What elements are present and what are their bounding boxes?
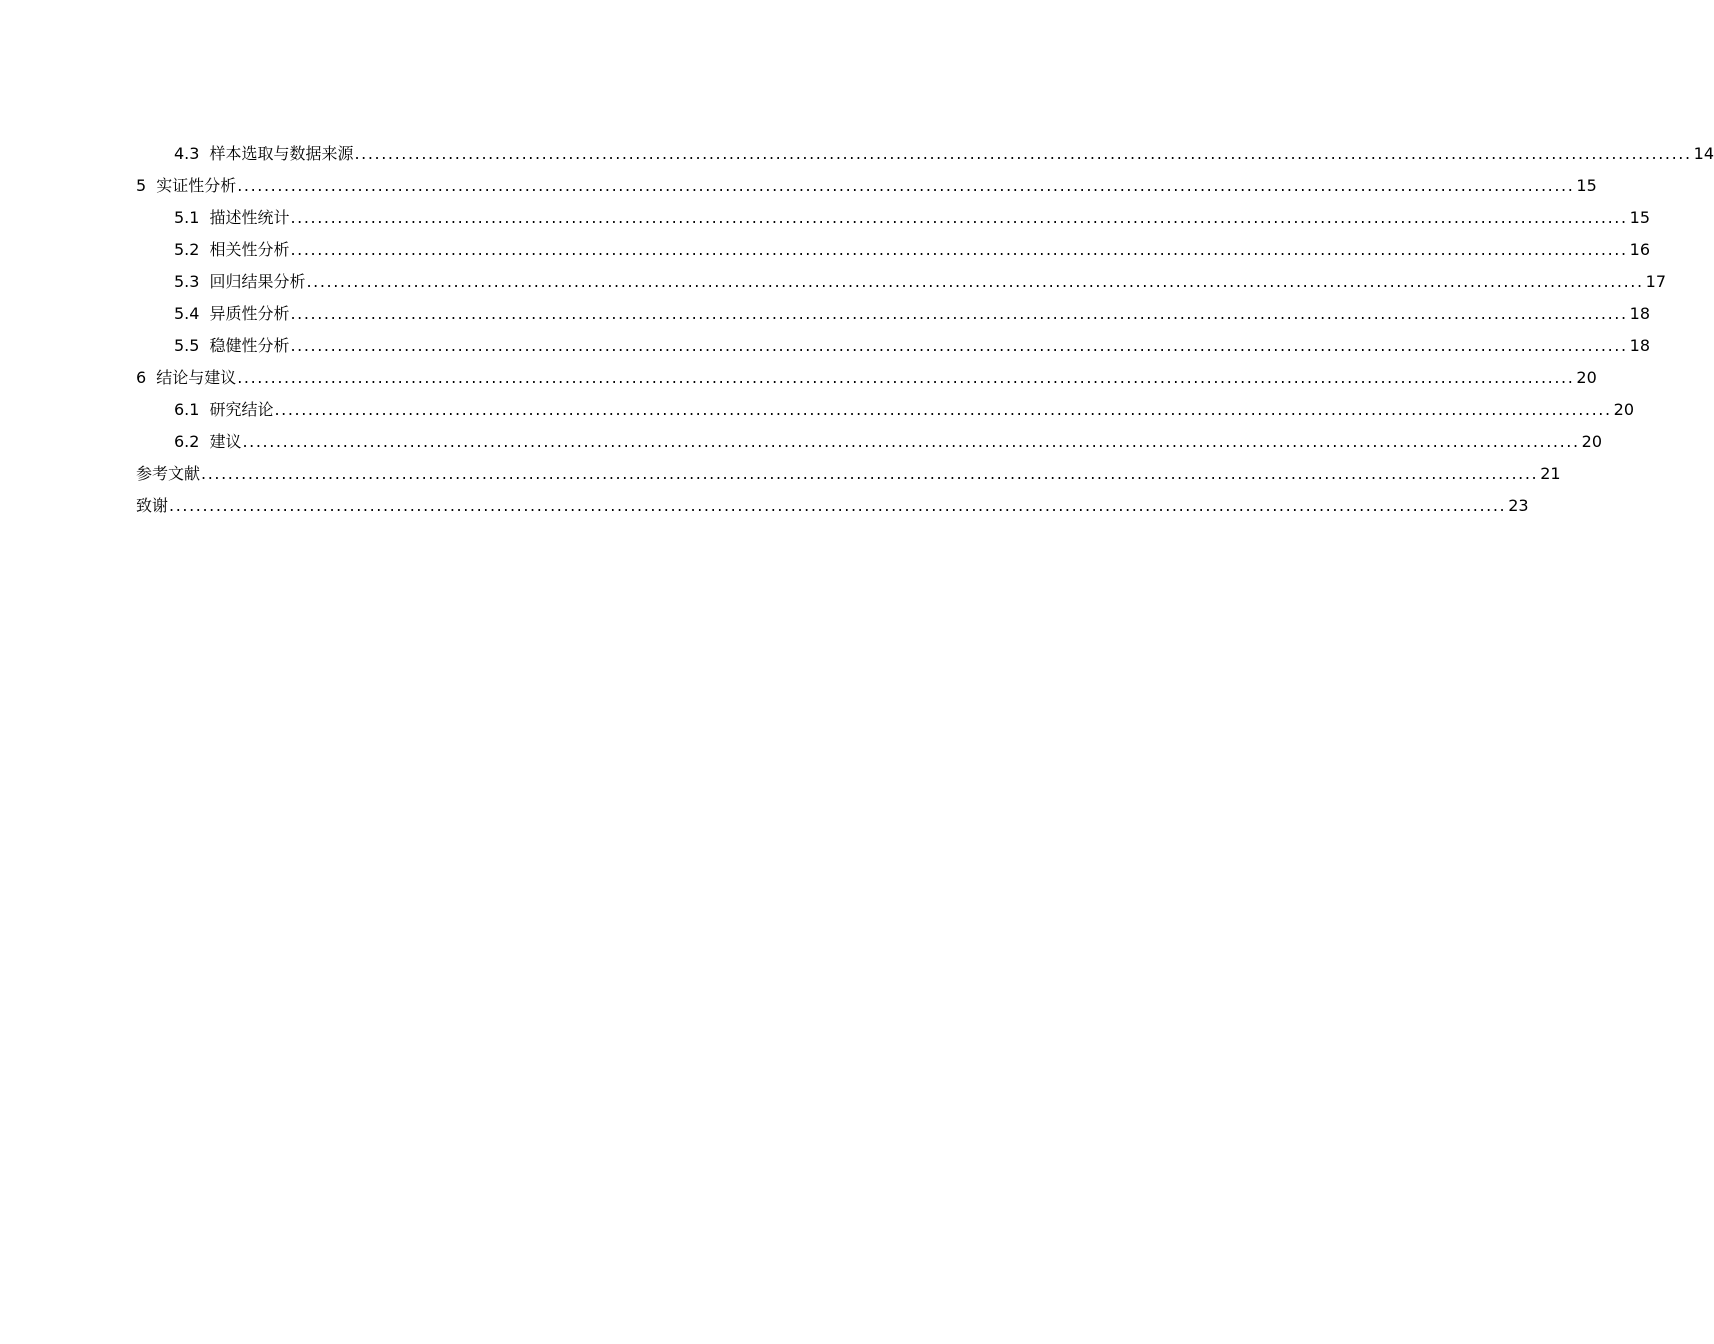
toc-entry[interactable] [136, 298, 1651, 330]
toc-entry-page: 21 [1540, 464, 1561, 483]
toc-entry[interactable] [136, 170, 1597, 202]
toc-dot-leader: ........................................................................................................................................................................................................ [237, 176, 1575, 195]
toc-entry[interactable] [136, 138, 1714, 170]
toc-entry-title: 样本选取与数据来源 [209, 144, 354, 163]
toc-entry-title: 参考文献 [136, 464, 201, 483]
toc-dot-leader: ........................................................................................................................................................................................................ [237, 368, 1575, 387]
toc-entry-page: 18 [1629, 304, 1651, 323]
toc-entry-page: 20 [1613, 400, 1635, 419]
toc-dot-leader: ........................................................................................................................................................................................................ [290, 304, 1628, 323]
toc-entry-page: 20 [1581, 432, 1603, 451]
toc-entry-number: 5.3 [174, 272, 200, 291]
toc-dot-leader: ........................................................................................................................................................................................................ [354, 144, 1692, 163]
toc-entry-title: 回归结果分析 [209, 272, 306, 291]
toc-dot-leader: ........................................................................................................................................................................................................ [290, 208, 1628, 227]
toc-entry-page: 15 [1629, 208, 1651, 227]
toc-entry-number: 6.1 [174, 400, 200, 419]
toc-entry-number: 5.4 [174, 304, 200, 323]
toc-entry-number: 5.2 [174, 240, 200, 259]
toc-entry-number: 4.3 [174, 144, 200, 163]
toc-entry-title: 致谢 [136, 496, 169, 515]
toc-dot-leader: ........................................................................................................................................................................................................ [201, 464, 1539, 483]
table-of-contents [136, 138, 1714, 522]
toc-entry-title: 异质性分析 [209, 304, 290, 323]
toc-entry-title: 相关性分析 [209, 240, 290, 259]
toc-entry-number: 6.2 [174, 432, 200, 451]
toc-entry[interactable] [136, 394, 1635, 426]
toc-entry[interactable] [136, 490, 1529, 522]
toc-entry-page: 14 [1693, 144, 1714, 163]
toc-entry[interactable] [136, 362, 1597, 394]
toc-dot-leader: ........................................................................................................................................................................................................ [306, 272, 1644, 291]
toc-entry-title: 建议 [209, 432, 242, 451]
toc-entry-page: 16 [1629, 240, 1651, 259]
toc-entry-number: 6 [136, 368, 147, 387]
toc-entry-page: 18 [1629, 336, 1651, 355]
toc-entry-number: 5.1 [174, 208, 200, 227]
toc-dot-leader: ........................................................................................................................................................................................................ [169, 496, 1507, 515]
toc-entry[interactable] [136, 202, 1651, 234]
toc-entry-number: 5 [136, 176, 147, 195]
toc-entry[interactable] [136, 426, 1603, 458]
toc-entry[interactable] [136, 458, 1561, 490]
toc-entry-title: 描述性统计 [209, 208, 290, 227]
toc-entry[interactable] [136, 266, 1667, 298]
toc-entry-title: 稳健性分析 [209, 336, 290, 355]
toc-entry[interactable] [136, 234, 1651, 266]
toc-entry-page: 15 [1576, 176, 1597, 195]
toc-entry-page: 17 [1645, 272, 1667, 291]
toc-dot-leader: ........................................................................................................................................................................................................ [290, 336, 1628, 355]
toc-dot-leader: ........................................................................................................................................................................................................ [242, 432, 1580, 451]
toc-entry-page: 23 [1508, 496, 1529, 515]
toc-entry-number: 5.5 [174, 336, 200, 355]
toc-entry-title: 结论与建议 [156, 368, 237, 387]
toc-entry-page: 20 [1576, 368, 1597, 387]
toc-entry-title: 研究结论 [209, 400, 274, 419]
toc-dot-leader: ........................................................................................................................................................................................................ [274, 400, 1612, 419]
toc-entry[interactable] [136, 330, 1651, 362]
toc-dot-leader: ........................................................................................................................................................................................................ [290, 240, 1628, 259]
toc-entry-title: 实证性分析 [156, 176, 237, 195]
